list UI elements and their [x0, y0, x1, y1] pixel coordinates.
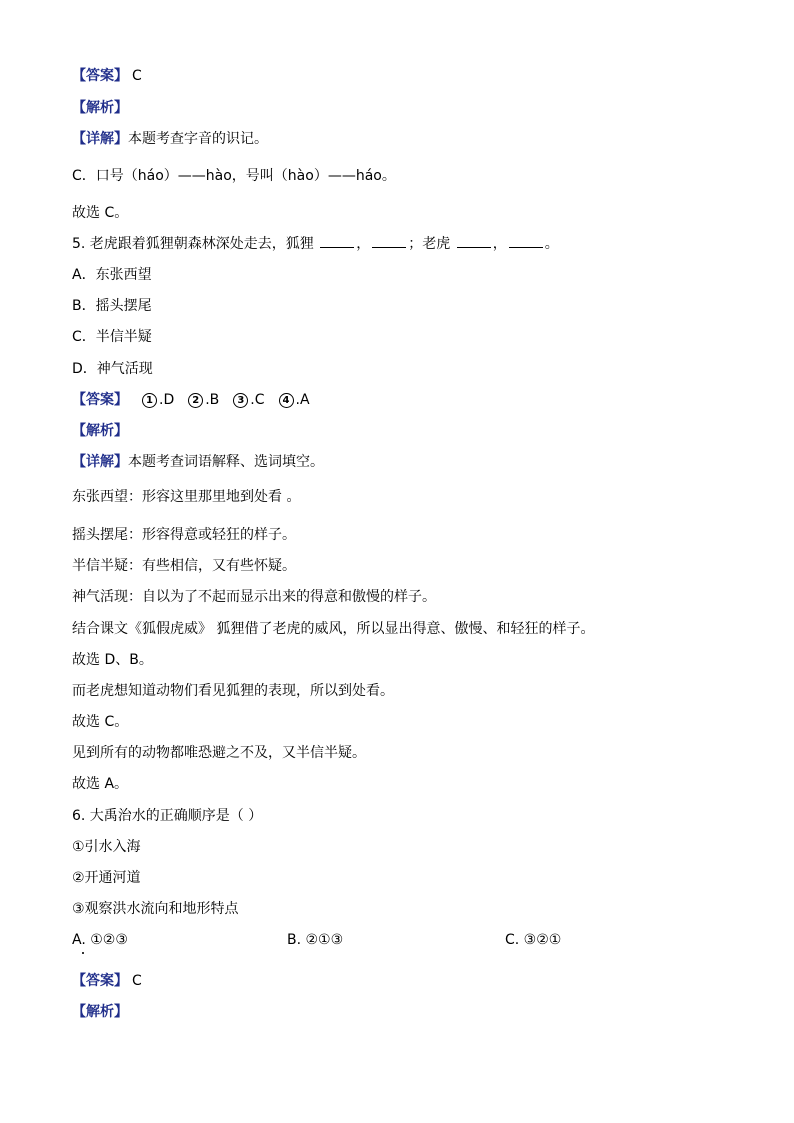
q5-explain-line-3: 半信半疑：有些相信，又有些怀疑。: [72, 558, 296, 574]
q4-conclusion-line: 故选 C。: [72, 205, 129, 221]
q5-explain-line-10: 故选 A。: [72, 776, 129, 792]
q5-sep2: ；老虎: [408, 236, 451, 252]
q5-option-b: B．摇头摆尾: [72, 298, 152, 314]
q5-explain-line-5: 结合课文《狐假虎威》 狐狸借了老虎的威风，所以显出得意、傲慢、和轻狂的样子。: [72, 621, 595, 637]
blank-3: [457, 235, 491, 248]
circled-number: 2: [188, 393, 203, 408]
q5-option-d: D．神气活现: [72, 361, 153, 377]
circled-number: 3: [233, 393, 248, 408]
q5-answer-line: [72, 391, 310, 409]
q5-answer-3: [233, 391, 264, 409]
q6-choice-a: A. ①②③: [72, 932, 128, 948]
q5-explain-line-1: 东张西望：形容这里那里地到处看 。: [72, 489, 301, 505]
q4-answer-value: C: [132, 68, 142, 84]
q6-choice-c: C. ③②①: [505, 932, 562, 948]
answer-label: 【答案】: [72, 392, 128, 408]
circled-number: 1: [142, 393, 157, 408]
q5-option-a: A．东张西望: [72, 267, 152, 283]
q5-explain-line-9: 见到所有的动物都唯恐避之不及，又半信半疑。: [72, 745, 366, 761]
q5-explain-line-7: 而老虎想知道动物们看见狐狸的表现，所以到处看。: [72, 683, 394, 699]
answer-label: 【答案】: [72, 973, 128, 989]
q5-detail-line: [72, 453, 324, 471]
q6-stem: 6. 大禹治水的正确顺序是（ ）: [72, 808, 263, 824]
q4-analysis-label-line: [72, 99, 128, 117]
q6-item-3: ③观察洪水流向和地形特点: [72, 901, 239, 917]
circled-number: 4: [279, 393, 294, 408]
q5-analysis-label-line: [72, 422, 128, 440]
detail-label: 【详解】: [72, 454, 128, 470]
q5-explain-line-8: 故选 C。: [72, 714, 129, 730]
q5-answer-1: [142, 391, 174, 409]
blank-2: [372, 235, 406, 248]
q5-stem-text: 5. 老虎跟着狐狸朝森林深处走去，狐狸: [72, 236, 314, 252]
q6-answer-line: [72, 972, 142, 990]
q4-detail-line: [72, 130, 268, 148]
q5-answer-1-value: .D: [159, 392, 175, 408]
analysis-label: 【解析】: [72, 1004, 128, 1020]
q5-option-c: C．半信半疑: [72, 329, 152, 345]
analysis-label: 【解析】: [72, 423, 128, 439]
q5-sep1: ，: [356, 236, 371, 252]
q6-item-2: ②开通河道: [72, 870, 141, 886]
q4-explain-line: C．口号（háo）——hào，号叫（hào）——háo。: [72, 168, 396, 184]
answer-label: 【答案】: [72, 68, 128, 84]
q5-explain-line-2: 摇头摆尾：形容得意或轻狂的样子。: [72, 527, 296, 543]
detail-label: 【详解】: [72, 131, 128, 147]
q5-sep3: ，: [492, 236, 507, 252]
analysis-label: 【解析】: [72, 100, 128, 116]
q6-choices: [72, 931, 732, 951]
q5-stem: [72, 235, 559, 253]
q5-answer-2: [188, 391, 219, 409]
blank-1: [320, 235, 354, 248]
q4-answer-line: [72, 67, 142, 85]
q5-answer-3-value: .C: [250, 392, 265, 408]
q5-answer-2-value: .B: [205, 392, 220, 408]
q5-end: 。: [544, 236, 559, 252]
q5-detail-text: 本题考查词语解释、选词填空。: [128, 454, 324, 470]
q5-answer-4-value: .A: [295, 392, 310, 408]
q5-explain-line-6: 故选 D、B。: [72, 652, 153, 668]
q5-explain-line-4: 神气活现：自以为了不起而显示出来的得意和傲慢的样子。: [72, 589, 436, 605]
q6-item-1: ①引水入海: [72, 839, 141, 855]
blank-4: [509, 235, 543, 248]
q6-answer-value: C: [132, 973, 142, 989]
q4-detail-text: 本题考查字音的识记。: [128, 131, 268, 147]
stray-dot: [82, 952, 84, 954]
q5-answer-4: [279, 391, 310, 409]
q6-analysis-label-line: [72, 1003, 128, 1021]
q6-choice-b: B. ②①③: [287, 932, 344, 948]
